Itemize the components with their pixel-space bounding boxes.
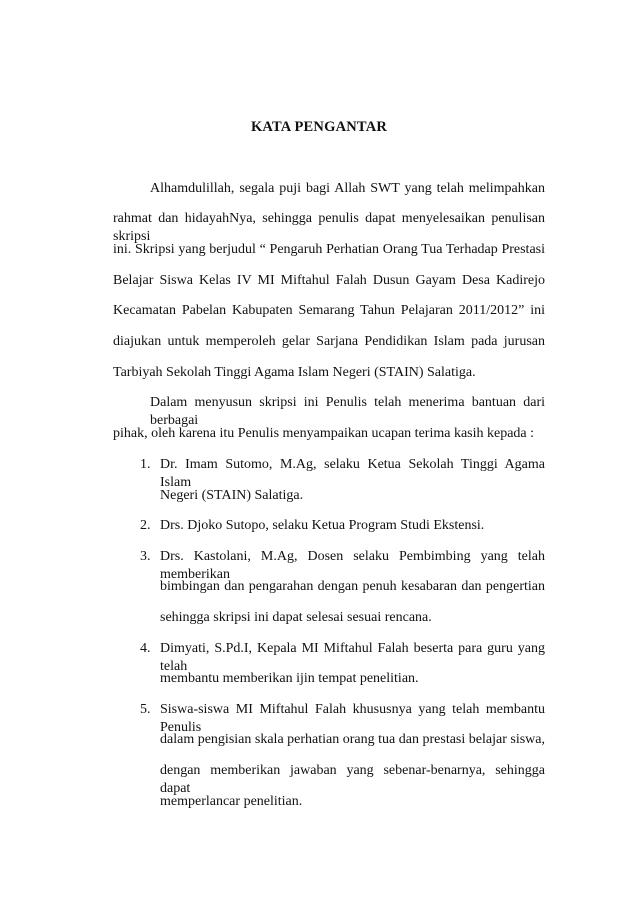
list-item-line: Siswa-siswa MI Miftahul Falah khususnya yang telah membantu Penulis: [160, 702, 545, 735]
list-item-line: Drs. Kastolani, M.Ag, Dosen selaku Pembimbing yang telah memberikan: [160, 549, 545, 582]
list-item-line: dalam pengisian skala perhatian orang tua dan prestasi belajar siswa,: [160, 732, 545, 747]
list-item-line: bimbingan dan pengarahan dengan penuh kesabaran dan pengertian: [160, 579, 545, 594]
list-item-line: membantu memberikan ijin tempat penelitian.: [160, 671, 419, 686]
list-item-line: dengan memberikan jawaban yang sebenar-benarnya, sehingga dapat: [160, 763, 545, 796]
list-item-line: Dr. Imam Sutomo, M.Ag, selaku Ketua Sekolah Tinggi Agama Islam: [160, 457, 545, 490]
list-item-line: Negeri (STAIN) Salatiga.: [160, 488, 304, 503]
list-item-line: sehingga skripsi ini dapat selesai sesuai rencana.: [160, 610, 432, 625]
list-item-line: Drs. Djoko Sutopo, selaku Ketua Program Studi Ekstensi.: [160, 518, 485, 533]
paragraph-line: Kecamatan Pabelan Kabupaten Semarang Tahun Pelajaran 2011/2012” ini: [113, 303, 545, 318]
paragraph-line: Tarbiyah Sekolah Tinggi Agama Islam Negeri (STAIN) Salatiga.: [113, 365, 476, 380]
paragraph-line: Belajar Siswa Kelas IV MI Miftahul Falah Dusun Gayam Desa Kadirejo: [113, 273, 545, 288]
paragraph-line: Alhamdulillah, segala puji bagi Allah SWT yang telah melimpahkan: [150, 181, 545, 196]
paragraph-line: Dalam menyusun skripsi ini Penulis telah menerima bantuan dari berbagai: [150, 395, 545, 428]
page-title: KATA PENGANTAR: [250, 119, 388, 135]
list-number: 5.: [140, 702, 151, 717]
paragraph-line: rahmat dan hidayahNya, sehingga penulis dapat menyelesaikan penulisan skripsi: [113, 211, 545, 244]
list-number: 1.: [140, 457, 151, 472]
paragraph-line: pihak, oleh karena itu Penulis menyampaikan ucapan terima kasih kepada :: [113, 426, 535, 441]
list-number: 3.: [140, 549, 151, 564]
list-number: 2.: [140, 518, 151, 533]
list-item-line: memperlancar penelitian.: [160, 794, 303, 809]
paragraph-line: ini. Skripsi yang berjudul “ Pengaruh Perhatian Orang Tua Terhadap Prestasi: [113, 242, 545, 257]
list-number: 4.: [140, 641, 151, 656]
list-item-line: Dimyati, S.Pd.I, Kepala MI Miftahul Falah beserta para guru yang telah: [160, 641, 545, 674]
paragraph-line: diajukan untuk memperoleh gelar Sarjana Pendidikan Islam pada jurusan: [113, 334, 545, 349]
